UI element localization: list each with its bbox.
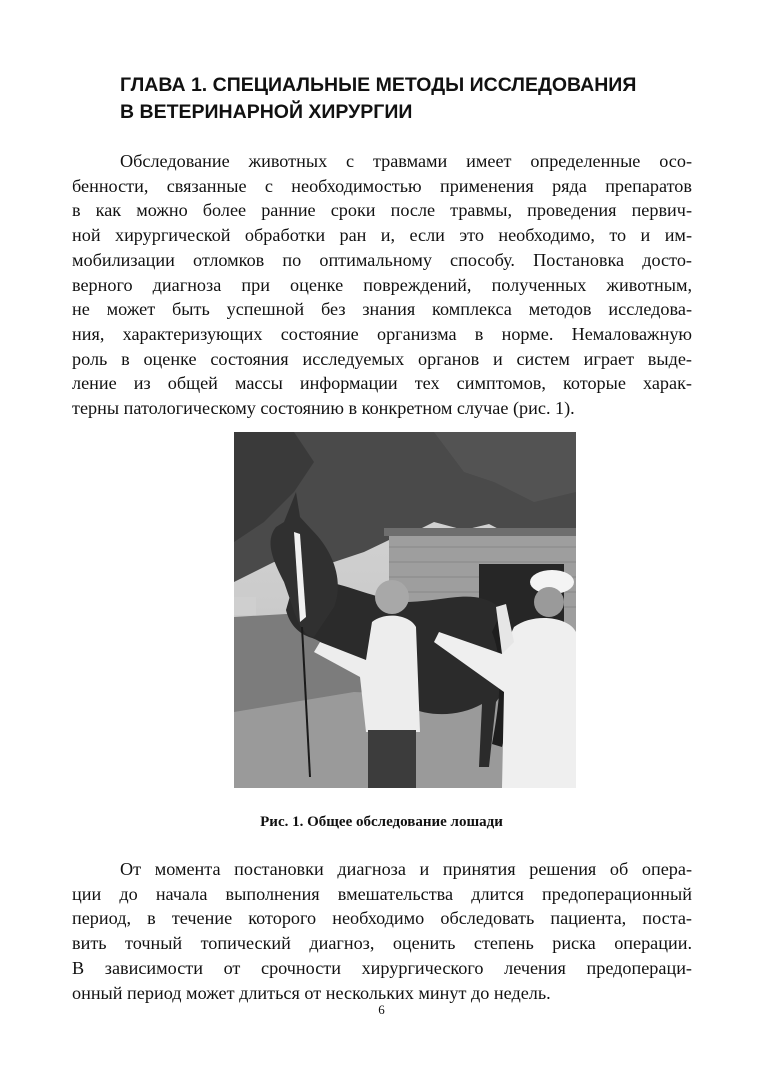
page-number: 6	[378, 1002, 385, 1017]
chapter-title	[120, 72, 692, 126]
paragraph-line: ции до начала выполнения вмешательства длится предоперационный	[72, 883, 692, 904]
paragraph-line: От момента постановки диагноза и принятия решения об опера-	[120, 859, 692, 879]
paragraph-line: Обследование животных с травмами имеет определенные осо-	[120, 151, 692, 171]
paragraph-line: мобилизации отломков по оптимальному способу. Постановка досто-	[72, 249, 692, 270]
paragraph-line: бенности, связанные с необходимостью применения ряда препаратов	[72, 175, 692, 196]
paragraph-line: онный период может длиться от нескольких минут до недель.	[72, 982, 551, 1003]
paragraph-line: терны патологическому состоянию в конкретном случае (рис. 1).	[72, 398, 575, 419]
chapter-title-line: В ВЕТЕРИНАРНОЙ ХИРУРГИИ	[120, 101, 413, 123]
figure-caption: Рис. 1. Общее обследование лошади	[260, 814, 503, 830]
paragraph-line: период, в течение которого необходимо обследовать пациента, поста-	[72, 908, 692, 929]
paragraph-line: в как можно более ранние сроки после травмы, проведения первич-	[72, 200, 692, 221]
chapter-title-line: ГЛАВА 1. СПЕЦИАЛЬНЫЕ МЕТОДЫ ИССЛЕДОВАНИЯ	[120, 74, 637, 96]
paragraph-2	[72, 857, 692, 1005]
paragraph-line: ление из общей массы информации тех симптомов, которые харак-	[72, 373, 692, 394]
paragraph-line: В зависимости от срочности хирургического лечения предопераци-	[72, 957, 692, 978]
paragraph-line: не может быть успешной без знания комплекса методов исследова-	[72, 299, 692, 320]
horse-examination-photo	[234, 432, 576, 788]
paragraph-line: роль в оценке состояния исследуемых органов и систем играет выде-	[72, 348, 692, 369]
paragraph-line: вить точный топический диагноз, оценить степень риска операции.	[72, 933, 692, 954]
paragraph-line: верного диагноза при оценке повреждений, полученных животным,	[72, 274, 692, 295]
paragraph-1	[72, 149, 692, 421]
paragraph-line: ной хирургической обработки ран и, если это необходимо, то и им-	[72, 225, 692, 246]
paragraph-line: ния, характеризующих состояние организма в норме. Немаловажную	[72, 323, 692, 344]
